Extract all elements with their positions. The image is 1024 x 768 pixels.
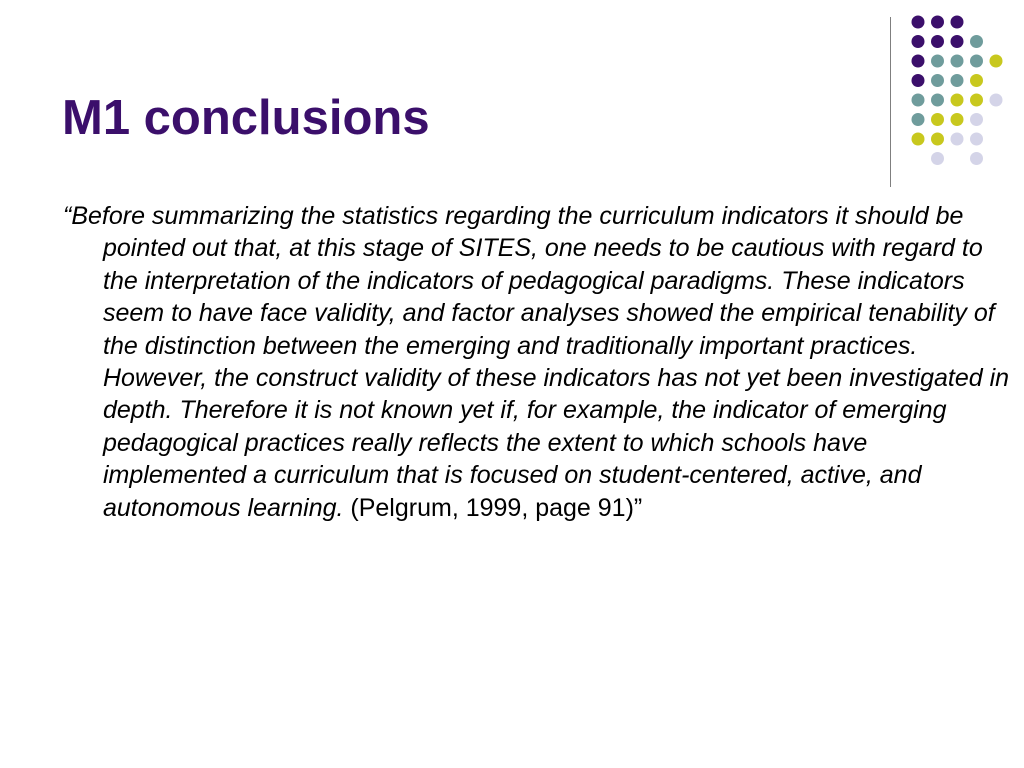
citation-text: (Pelgrum, 1999, page 91)”: [343, 493, 643, 522]
decor-dot-purple: [912, 55, 925, 68]
decor-dot-yellow: [951, 94, 964, 107]
decor-dot-lavender: [931, 152, 944, 165]
decor-dot-yellow: [970, 94, 983, 107]
decor-dot-purple: [951, 35, 964, 48]
decor-dot-teal: [912, 113, 925, 126]
slide-title: M1 conclusions: [62, 91, 430, 145]
decor-dot-lavender: [970, 152, 983, 165]
decor-dot-teal: [931, 55, 944, 68]
decor-dot-yellow: [970, 74, 983, 87]
decor-dot-lavender: [970, 113, 983, 126]
decor-dot-lavender: [970, 133, 983, 146]
decor-dot-yellow: [912, 133, 925, 146]
decor-dot-teal: [931, 74, 944, 87]
decor-dot-lavender: [990, 94, 1003, 107]
dot-grid-decoration: [898, 10, 1008, 170]
decor-dot-teal: [912, 94, 925, 107]
decor-dot-yellow: [951, 113, 964, 126]
quote-paragraph: [63, 200, 1013, 524]
decor-dot-yellow: [990, 55, 1003, 68]
decor-dot-purple: [931, 35, 944, 48]
quote-text: “Before summarizing the statistics regarding the curriculum indicators it should be pointed out that, at this stage of SITES, one needs to be cautious with regard to the interpretation of the indicators of pedagogical paradigms. These indicators seem to have face validity, and factor analyses showed the empirical tenability of the distinction between the emerging and traditionally important practices. However, the construct validity of these indicators has not yet been investigated in depth. Therefore it is not known yet if, for example, the indicator of emerging pedagogical practices really reflects the extent to which schools have implemented a curriculum that is focused on student-centered, active, and autonomous learning.: [63, 202, 1010, 522]
divider-line: [890, 17, 891, 187]
decor-dot-teal: [951, 74, 964, 87]
decor-dot-teal: [970, 35, 983, 48]
decor-dot-purple: [951, 16, 964, 29]
decor-dot-yellow: [931, 113, 944, 126]
decor-dot-teal: [931, 94, 944, 107]
decor-dot-purple: [912, 16, 925, 29]
decor-dot-yellow: [931, 133, 944, 146]
decor-dot-lavender: [951, 133, 964, 146]
decor-dot-teal: [951, 55, 964, 68]
decor-dot-purple: [912, 35, 925, 48]
decor-dot-purple: [931, 16, 944, 29]
decor-dot-teal: [970, 55, 983, 68]
decor-dot-purple: [912, 74, 925, 87]
